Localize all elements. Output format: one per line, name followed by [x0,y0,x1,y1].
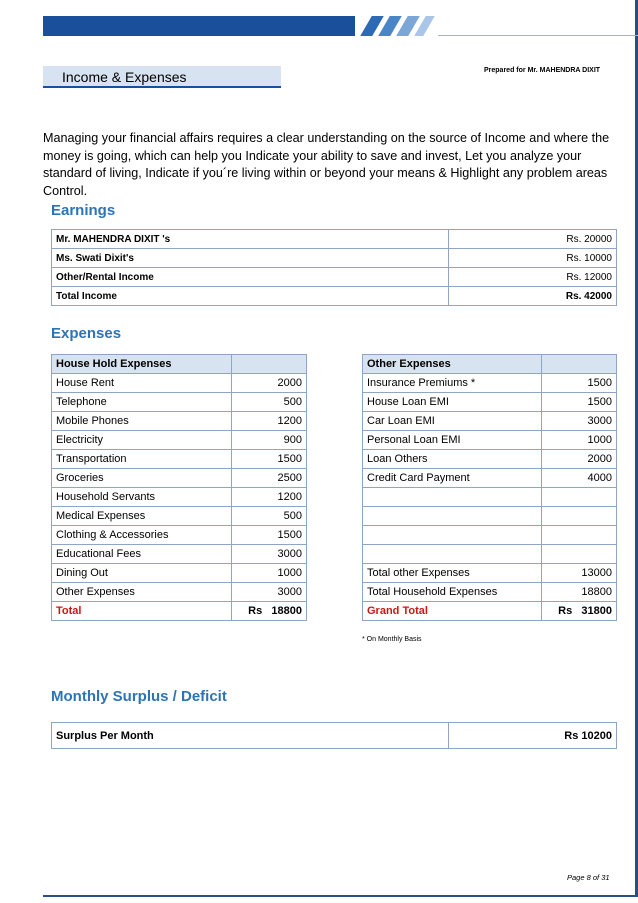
table-row [52,268,617,287]
table-row [52,545,307,564]
expense-value [542,507,617,526]
expense-label [363,488,542,507]
expense-label: House Rent [52,374,232,393]
table-header-row [363,355,617,374]
expense-label: Dining Out [52,564,232,583]
table-row [363,469,617,488]
table-total-row [52,602,307,621]
page-number: Page 8 of 31 [567,873,610,882]
table-row [52,412,307,431]
header-bar [43,16,355,36]
expense-value: 3000 [232,545,307,564]
expense-value: 3000 [232,583,307,602]
expense-value: 1000 [232,564,307,583]
household-header: House Hold Expenses [52,355,232,374]
expense-label: House Loan EMI [363,393,542,412]
expense-value: 500 [232,507,307,526]
table-row [52,507,307,526]
intro-paragraph: Managing your financial affairs requires a clear understanding on the source of Income and where the money is going, which can help you Indicate your ability to save and invest, Let you analyze your standard of living, Indicate if you´re living within or beyond your means & Highlight any problem areas Control. [43,131,610,198]
other-header-blank [542,355,617,374]
expense-value: 1000 [542,431,617,450]
expense-value: 2000 [542,450,617,469]
expense-value: 1500 [542,393,617,412]
expense-label: Telephone [52,393,232,412]
expense-value: 1500 [232,450,307,469]
expense-label: Groceries [52,469,232,488]
expense-label: Educational Fees [52,545,232,564]
expense-label: Clothing & Accessories [52,526,232,545]
table-total-row [363,602,617,621]
table-row [363,431,617,450]
earnings-label: Mr. MAHENDRA DIXIT 's [52,230,449,249]
expenses-heading: Expenses [51,325,122,342]
table-row [52,526,307,545]
expense-value: 500 [232,393,307,412]
table-header-row [52,355,307,374]
table-row [363,374,617,393]
table-row [52,723,617,749]
expense-value: 1200 [232,488,307,507]
earnings-table [51,229,617,306]
table-row [363,583,617,602]
table-row [52,488,307,507]
expense-label: Transportation [52,450,232,469]
expense-label: Car Loan EMI [363,412,542,431]
expense-label: Credit Card Payment [363,469,542,488]
expense-value: 1500 [542,374,617,393]
expense-label [363,545,542,564]
table-row [52,450,307,469]
household-total-value: Rs 18800 [232,602,307,621]
surplus-value: Rs 10200 [449,723,617,749]
table-row [363,545,617,564]
expense-label: Total other Expenses [363,564,542,583]
prepared-for: Prepared for Mr. MAHENDRA DIXIT [484,67,601,74]
table-row [52,564,307,583]
expense-label: Household Servants [52,488,232,507]
other-header: Other Expenses [363,355,542,374]
expense-label [363,507,542,526]
earnings-heading: Earnings [51,202,116,219]
expense-value: 1500 [232,526,307,545]
grand-total-label: Grand Total [363,602,542,621]
table-row [52,583,307,602]
expense-value: 2000 [232,374,307,393]
earnings-total-value: Rs. 42000 [449,287,617,306]
expense-value: 18800 [542,583,617,602]
expense-value [542,545,617,564]
footer-bar [43,895,638,897]
table-row [363,412,617,431]
expense-label: Medical Expenses [52,507,232,526]
expense-value [542,488,617,507]
expense-value: 13000 [542,564,617,583]
table-row [363,393,617,412]
expense-label: Insurance Premiums * [363,374,542,393]
expense-label [363,526,542,545]
table-row [52,230,617,249]
expense-label: Personal Loan EMI [363,431,542,450]
earnings-value: Rs. 12000 [449,268,617,287]
expense-label: Mobile Phones [52,412,232,431]
expense-value [542,526,617,545]
surplus-heading: Monthly Surplus / Deficit [51,688,227,705]
expense-label: Other Expenses [52,583,232,602]
expense-label: Total Household Expenses [363,583,542,602]
earnings-label: Other/Rental Income [52,268,449,287]
monthly-basis-note: * On Monthly Basis [362,636,422,643]
table-row [363,507,617,526]
expense-value: 4000 [542,469,617,488]
earnings-total-label: Total Income [52,287,449,306]
table-row [363,488,617,507]
expense-label: Electricity [52,431,232,450]
table-row [52,287,617,306]
table-row [52,374,307,393]
earnings-value: Rs. 20000 [449,230,617,249]
expense-value: 3000 [542,412,617,431]
household-total-label: Total [52,602,232,621]
surplus-label: Surplus Per Month [52,723,449,749]
table-row [52,431,307,450]
table-row [52,469,307,488]
expense-label: Loan Others [363,450,542,469]
header-rule [438,35,638,36]
earnings-label: Ms. Swati Dixit's [52,249,449,268]
grand-total-value: Rs 31800 [542,602,617,621]
expense-value: 900 [232,431,307,450]
table-row [363,526,617,545]
household-expenses-table [51,354,307,621]
table-row [52,393,307,412]
household-header-blank [232,355,307,374]
expense-value: 1200 [232,412,307,431]
surplus-table [51,722,617,749]
earnings-value: Rs. 10000 [449,249,617,268]
section-title: Income & Expenses [43,66,281,88]
other-expenses-table [362,354,617,621]
table-row [52,249,617,268]
expense-value: 2500 [232,469,307,488]
table-row [363,564,617,583]
table-row [363,450,617,469]
